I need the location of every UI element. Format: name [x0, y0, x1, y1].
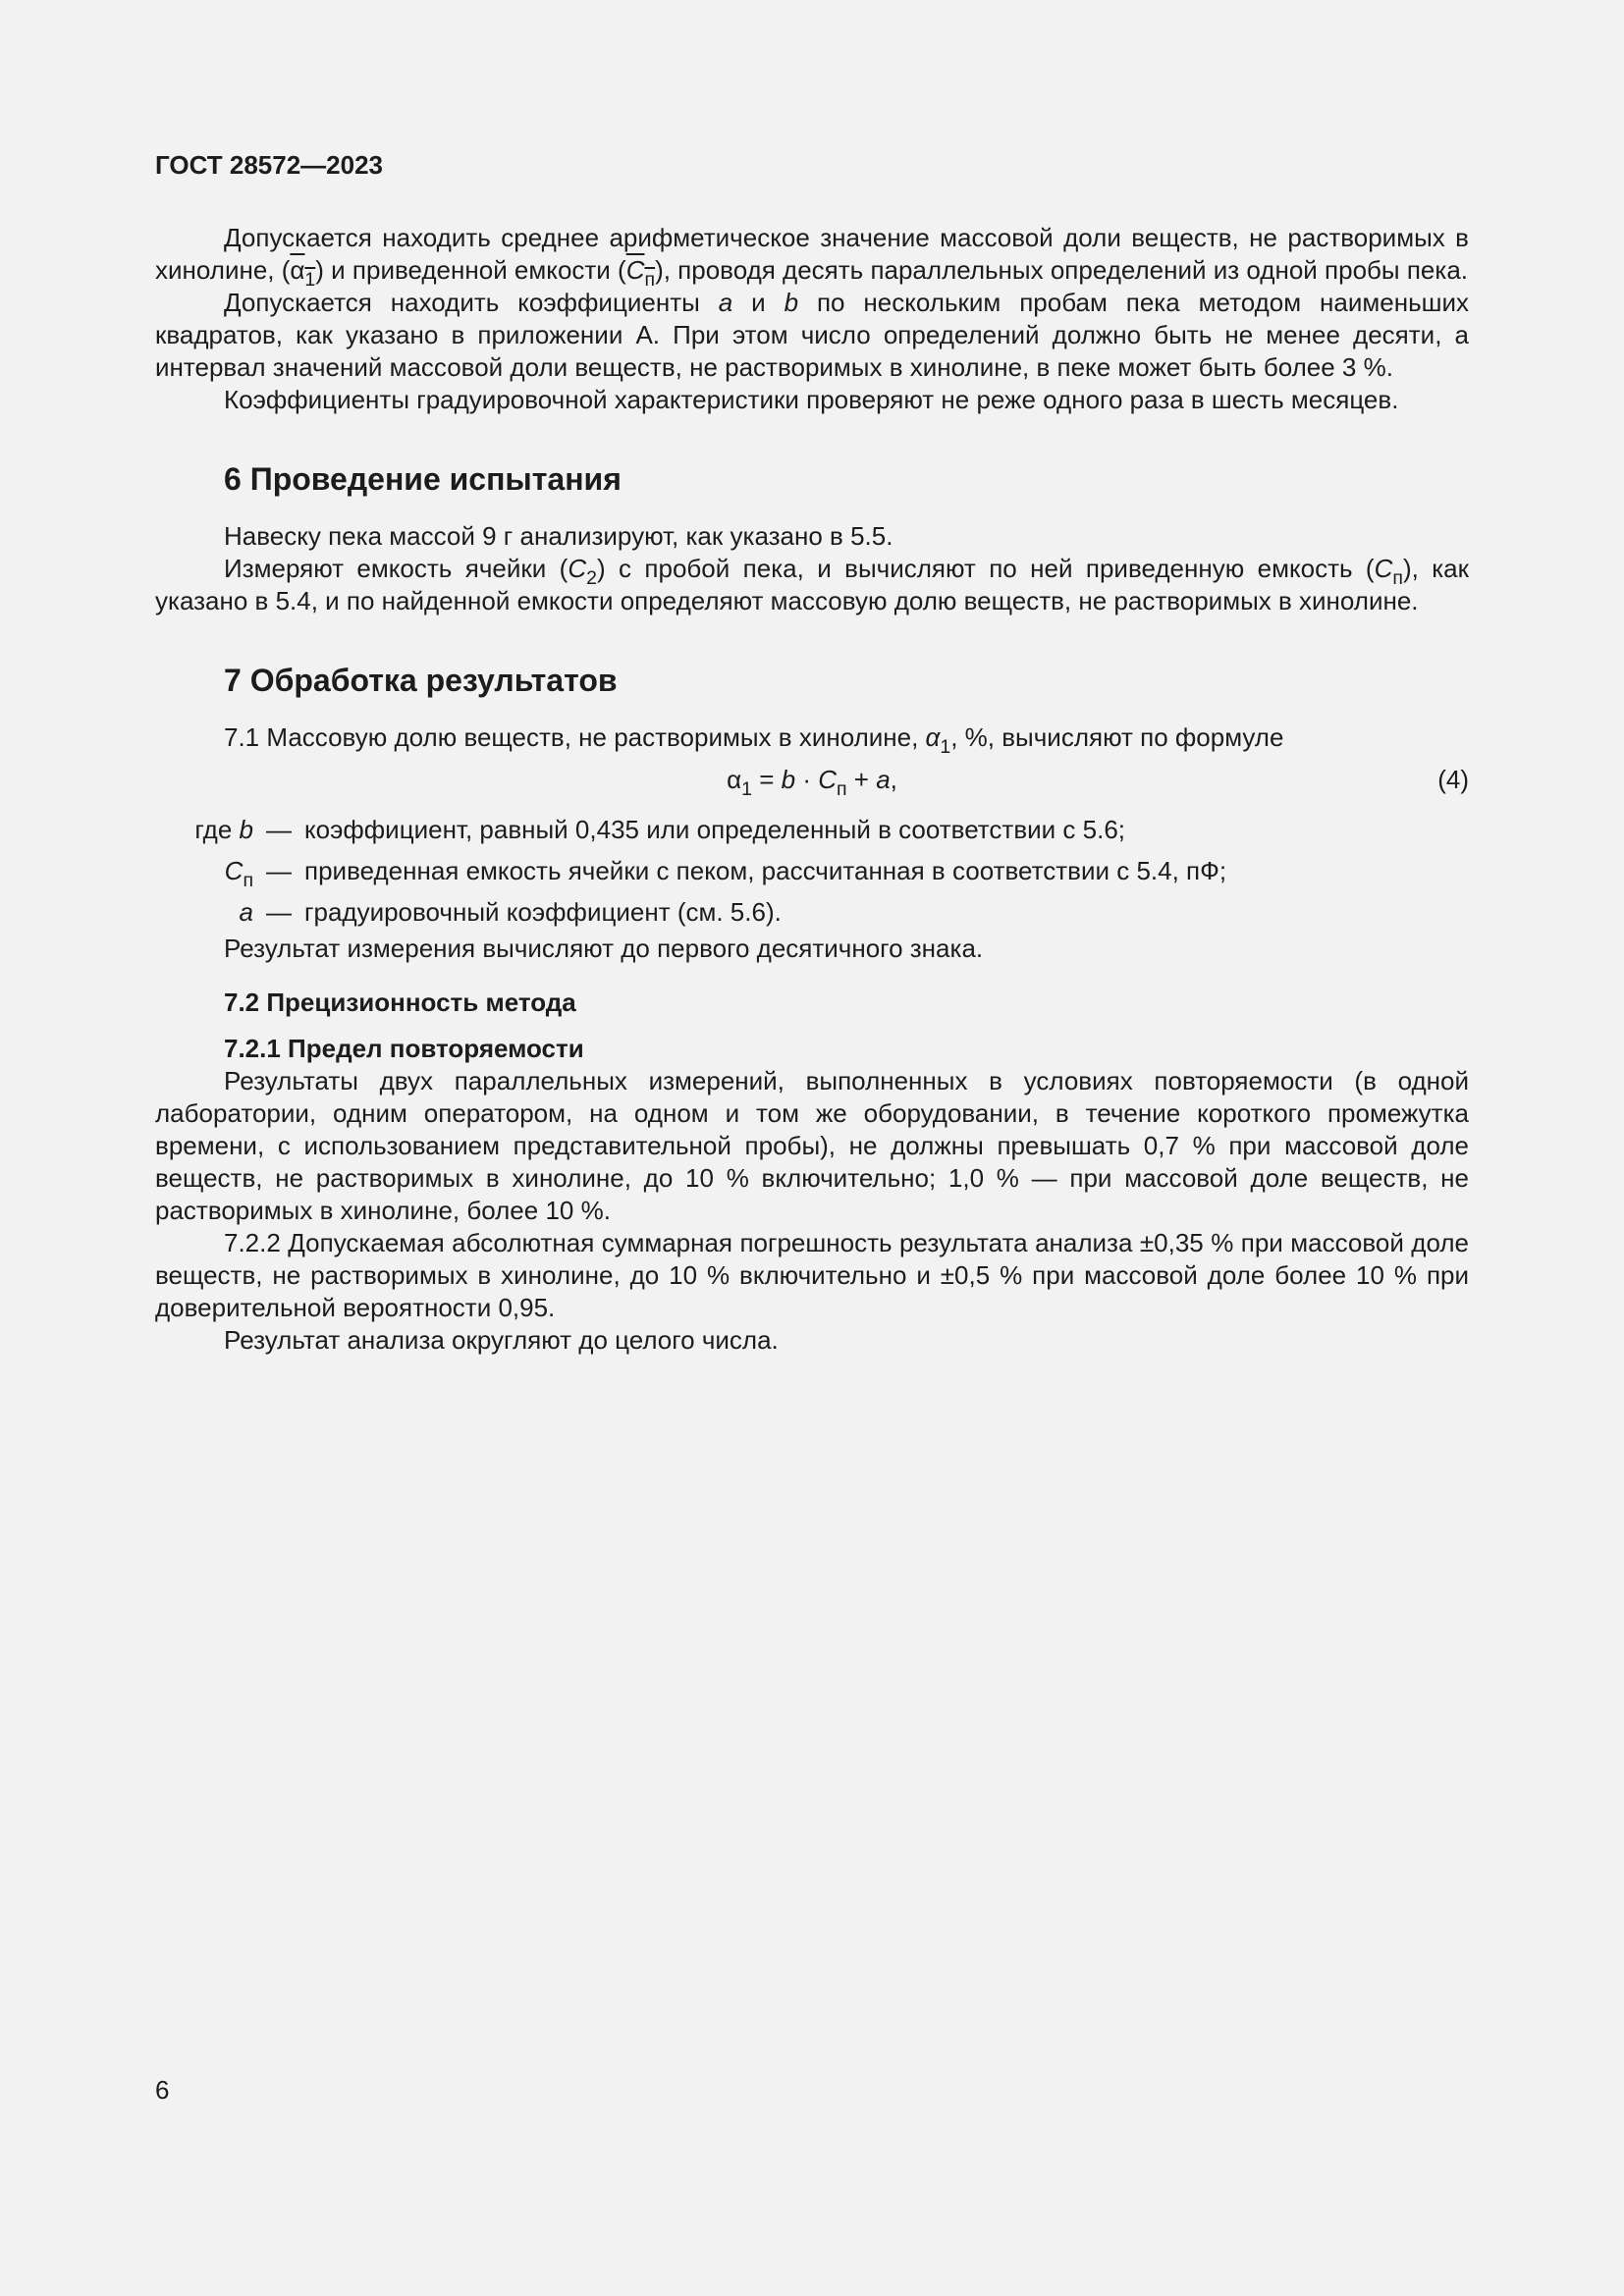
- section-6-title: 6 Проведение испытания: [224, 461, 622, 497]
- formula-number: (4): [1437, 765, 1469, 794]
- formula-legend: [155, 809, 1469, 933]
- section-7-2-1-paragraph: Результаты двух параллельных измерений, выполненных в условиях повторяемости (в одной лаборатории, одним оператором, на одном и том же оборудовании, в течение короткого промежутка времени, с использованием представительной пробы), не должны превышать 0,7 % при массовой доле веществ, не растворимых в хинолине, до 10 % включительно; 1,0 % — при массовой доле веществ, не растворимых в хинолине, более 10 %.: [155, 1066, 1469, 1225]
- section-7-title: 7 Обработка результатов: [224, 663, 618, 698]
- legend-row-cn: $C_п$ — приведенная емкость ячейки с пеком, рассчитанная в соответствии с 5.4, пФ;: [224, 856, 1227, 891]
- page-number: 6: [155, 2075, 170, 2105]
- paragraph-mean-values: Допускается находить среднее арифметическое значение массовой доли веществ, не растворимых в хинолине, $(\alpha_1)$ и приведенной емкости $(C_п)$, проводя десять параллельных определений из одной пробы пека.: [155, 223, 1469, 291]
- formula-4: [155, 756, 1469, 803]
- page-content: [155, 222, 1469, 1357]
- section-7-2-1-title: 7.2.1 Предел повторяемости: [224, 1034, 584, 1063]
- document-header: ГОСТ 28572—2023: [155, 150, 383, 180]
- section-7-2-title: 7.2 Прецизионность метода: [224, 988, 576, 1017]
- section-6-paragraph-1: Навеску пека массой 9 г анализируют, как указано в 5.5.: [224, 521, 893, 551]
- section-7-2-2-paragraph: 7.2.2 Допускаемая абсолютная суммарная погрешность результата анализа ±0,35 % при массовой доле веществ, не растворимых в хинолине, до 10 % включительно и ±0,5 % при массовой доле более 10 % при доверительной вероятности 0,95.: [155, 1228, 1469, 1322]
- legend-row-a: a — градуировочный коэффициент (см. 5.6).: [239, 897, 782, 927]
- formula-expression: $\alpha_1 = b \cdot C_п + a$,: [727, 765, 897, 800]
- section-6-paragraph-2: Измеряют емкость ячейки $(C_2)$ с пробой пека, и вычисляют по ней приведенную емкость $(C_п)$, как указано в 5.4, и по найденной емкости определяют массовую долю веществ, не растворимых в хинолине.: [155, 554, 1469, 615]
- legend-row-b: где b — коэффициент, равный 0,435 или определенный в соответствии с 5.6;: [194, 815, 1125, 844]
- section-7-1-paragraph: 7.1 Массовую долю веществ, не растворимых в хинолине, $\alpha_1$, %, вычисляют по формуле: [224, 722, 1284, 758]
- rounding-note: Результат анализа округляют до целого числа.: [224, 1325, 779, 1355]
- result-precision-note: Результат измерения вычисляют до первого десятичного знака.: [224, 934, 984, 963]
- paragraph-calibration-check: Коэффициенты градуировочной характеристики проверяют не реже одного раза в шесть месяцев.: [224, 385, 1399, 414]
- paragraph-coefficients-ls: Допускается находить коэффициенты a и b по нескольким пробам пека методом наименьших квадратов, как указано в приложении А. При этом число определений должно быть не менее десяти, а интервал значений массовой доли веществ, не растворимых в хинолине, в пеке может быть более 3 %.: [155, 288, 1469, 382]
